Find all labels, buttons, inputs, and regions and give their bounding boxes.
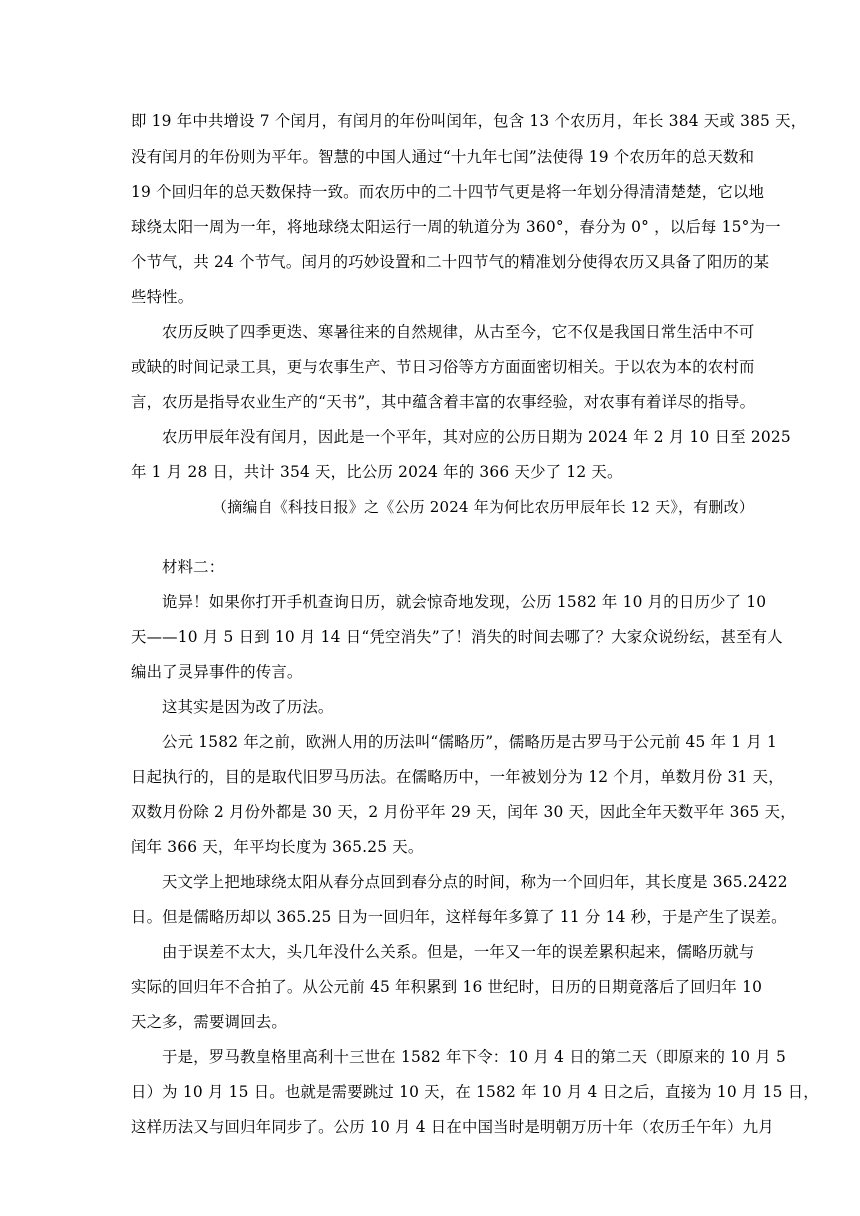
text-line: 实际的回归年不合拍了。从公元前 45 年积累到 16 世纪时，日历的日期竟落后了回归年 10: [131, 978, 763, 996]
text-line: 日）为 10 月 15 日。也就是需要跳过 10 天，在 1582 年 10 月 4 日之后，直接为 10 月 15 日，: [131, 1083, 819, 1101]
section-heading: 材料二：: [162, 558, 225, 576]
text-line: 日起执行的，目的是取代旧罗马历法。在儒略历中，一年被划分为 12 个月，单数月份 31 天，: [131, 768, 784, 786]
text-line: 农历反映了四季更迭、寒暑往来的自然规律，从古至今，它不仅是我国日常生活中不可: [162, 323, 755, 341]
text-line: 闰年 366 天，年平均长度为 365.25 天。: [131, 838, 424, 856]
source-citation: （摘编自《科技日报》之《公历 2024 年为何比农历甲辰年长 12 天》，有删改）: [212, 498, 755, 516]
text-line: 言，农历是指导农业生产的“天书”，其中蕴含着丰富的农事经验，对农事有着详尽的指导。: [131, 393, 756, 411]
text-line: 日。但是儒略历却以 365.25 日为一回归年，这样每年多算了 11 分 14 秒，于是产生了误差。: [131, 908, 787, 926]
text-line: 公元 1582 年之前，欧洲人用的历法叫“儒略历”，儒略历是古罗马于公元前 45 年 1 月 1: [162, 733, 778, 751]
text-line: 双数月份除 2 月份外都是 30 天，2 月份平年 29 天，闰年 30 天，因此全年天数平年 365 天，: [131, 803, 796, 821]
text-line: 天文学上把地球绕太阳从春分点回到春分点的时间，称为一个回归年，其长度是 365.2422: [162, 873, 788, 891]
text-line: 天——10 月 5 日到 10 月 14 日“凭空消失”了！消失的时间去哪了？大家众说纷纭，甚至有人: [131, 628, 783, 646]
text-line: 球绕太阳一周为一年，将地球绕太阳运行一周的轨道分为 360°，春分为 0° ，以后每 15°为一: [131, 218, 781, 236]
text-line: 由于误差不太大，头几年没什么关系。但是，一年又一年的误差累积起来，儒略历就与: [162, 943, 755, 961]
text-line: 农历甲辰年没有闰月，因此是一个平年，其对应的公历日期为 2024 年 2 月 10 日至 2025: [162, 428, 791, 446]
text-line: 个节气，共 24 个节气。闰月的巧妙设置和二十四节气的精准划分使得农历又具备了阳历的某: [131, 253, 770, 271]
text-line: 天之多，需要调回去。: [131, 1013, 287, 1031]
text-line: 19 个回归年的总天数保持一致。而农历中的二十四节气更是将一年划分得清清楚楚，它以地: [131, 183, 765, 201]
text-line: 年 1 月 28 日，共计 354 天，比公历 2024 年的 366 天少了 12 天。: [131, 463, 623, 481]
text-line: 没有闰月的年份则为平年。智慧的中国人通过“十九年七闰”法使得 19 个农历年的总天数和: [131, 148, 755, 166]
text-line: 编出了灵异事件的传言。: [131, 663, 303, 681]
text-line: 诡异！如果你打开手机查询日历，就会惊奇地发现，公历 1582 年 10 月的日历少了 10: [162, 593, 767, 611]
text-line: 这其实是因为改了历法。: [162, 698, 334, 716]
text-line: 即 19 年中共增设 7 个闰月，有闰月的年份叫闰年，包含 13 个农历月，年长 384 天或 385 天，: [131, 112, 807, 130]
text-line: 这样历法又与回归年同步了。公历 10 月 4 日在中国当时是明朝万历十年（农历壬午年）九月: [131, 1118, 774, 1136]
text-line: 或缺的时间记录工具，更与农事生产、节日习俗等方方面面密切相关。于以农为本的农村而: [131, 358, 755, 376]
text-line: 些特性。: [131, 288, 194, 306]
text-line: 于是，罗马教皇格里高利十三世在 1582 年下令：10 月 4 日的第二天（即原来的 10 月 5: [162, 1048, 786, 1066]
